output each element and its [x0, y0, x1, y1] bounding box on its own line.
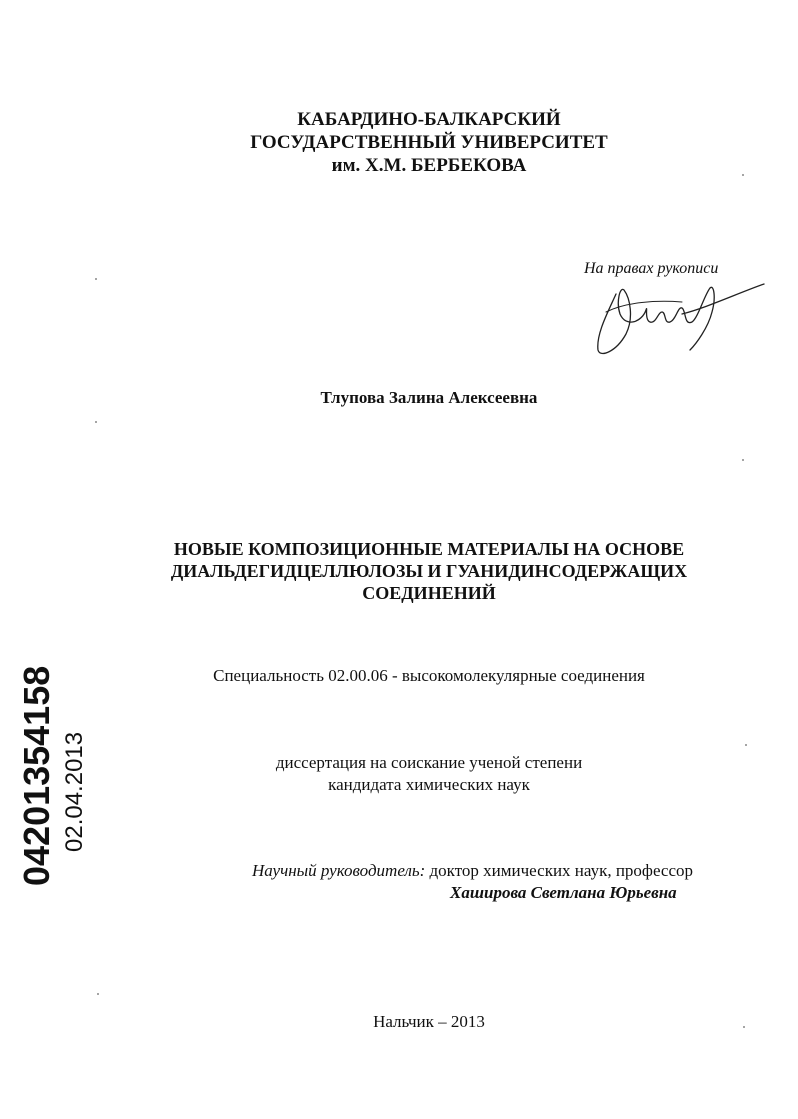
title-line-1: НОВЫЕ КОМПОЗИЦИОННЫЕ МАТЕРИАЛЫ НА ОСНОВЕ: [173, 539, 685, 559]
manuscript-note: На правах рукописи: [584, 260, 719, 277]
scan-speck: [745, 744, 747, 746]
scan-speck: [742, 174, 744, 176]
university-header: [30, 108, 798, 177]
degree-line-2: кандидата химических наук: [328, 775, 530, 794]
scan-speck: [95, 421, 97, 423]
supervisor-credentials: доктор химических наук, профессор: [429, 861, 694, 880]
degree-statement: [30, 752, 798, 796]
supervisor-name: Хаширова Светлана Юрьевна: [450, 883, 677, 902]
scan-speck: [743, 1026, 745, 1028]
scan-speck: [742, 459, 744, 461]
title-line-3: СОЕДИНЕНИЙ: [362, 583, 496, 603]
stamp-number: 04201354158: [16, 665, 57, 886]
city-year: Нальчик – 2013: [373, 1012, 485, 1031]
author-name: Тлупова Залина Алексеевна: [320, 388, 538, 407]
degree-line-1: диссертация на соискание ученой степени: [275, 753, 583, 772]
supervisor-block: [252, 860, 693, 904]
handwritten-signature: [586, 272, 768, 360]
university-line-2: ГОСУДАРСТВЕННЫЙ УНИВЕРСИТЕТ: [250, 132, 608, 153]
scan-speck: [97, 993, 99, 995]
title-line-2: ДИАЛЬДЕГИДЦЕЛЛЮЛОЗЫ И ГУАНИДИНСОДЕРЖАЩИХ: [170, 561, 688, 581]
university-line-1: КАБАРДИНО-БАЛКАРСКИЙ: [297, 109, 561, 130]
supervisor-label: Научный руководитель:: [252, 861, 426, 880]
specialty: Специальность 02.00.06 - высокомолекулярные соединения: [213, 666, 645, 685]
stamp-date: 02.04.2013: [61, 731, 88, 852]
scan-speck: [95, 278, 97, 280]
university-line-3: им. Х.М. БЕРБЕКОВА: [331, 155, 527, 176]
dissertation-title: [30, 538, 798, 604]
